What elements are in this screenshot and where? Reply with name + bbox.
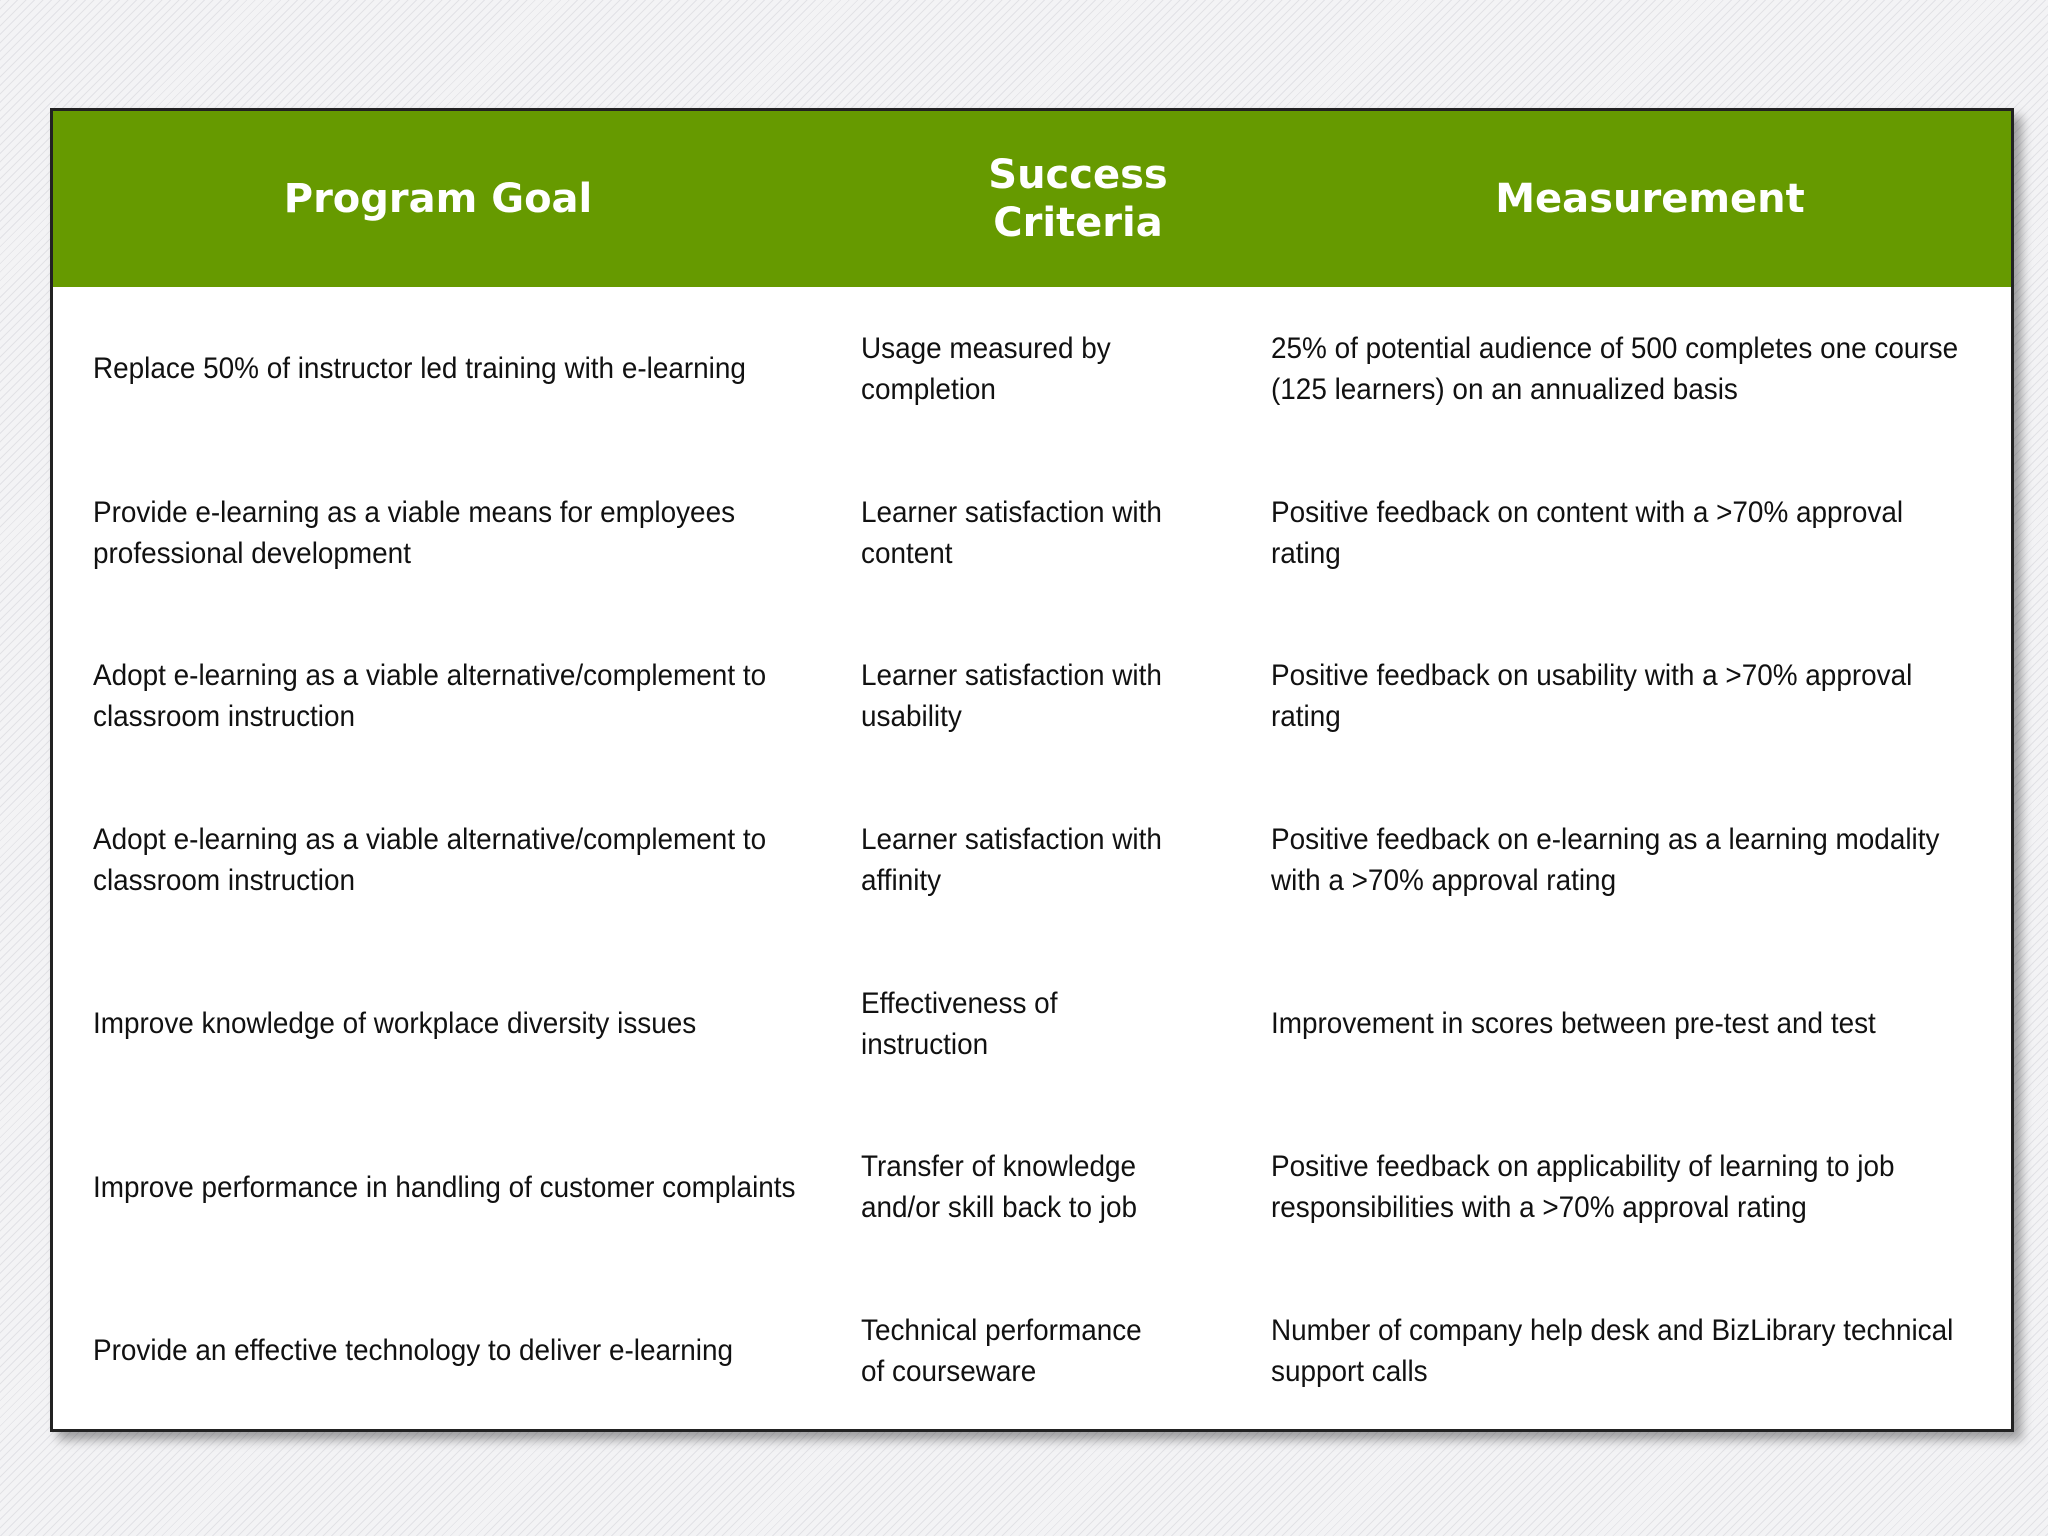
table-row [53, 287, 2011, 451]
goal-cell: Adopt e-learning as a viable alternative/complement to classroom instruction [93, 822, 767, 897]
goal-cell: Provide e-learning as a viable means for employees professional development [93, 495, 736, 570]
goal-cell: Adopt e-learning as a viable alternative/complement to classroom instruction [93, 659, 767, 734]
header-measurement: Measurement [1495, 176, 1805, 222]
table-header [53, 111, 2011, 287]
goal-cell: Improve performance in handling of customer complaints [93, 1170, 796, 1204]
goal-cell: Provide an effective technology to deliver e-learning [93, 1334, 734, 1368]
criteria-cell: Learner satisfaction with usability [861, 659, 1162, 734]
criteria-cell: Learner satisfaction with content [861, 495, 1162, 570]
measurement-cell: Improvement in scores between pre-test and test [1271, 1007, 1876, 1041]
table-row [53, 942, 2011, 1106]
criteria-cell: Usage measured by completion [861, 331, 1111, 406]
header-success-criteria: Success Criteria [988, 152, 1168, 246]
criteria-cell: Effectiveness of instruction [861, 986, 1058, 1061]
goal-cell: Replace 50% of instructor led training with e-learning [93, 352, 746, 386]
table-row [53, 614, 2011, 778]
goals-table [50, 108, 2014, 1432]
criteria-cell: Learner satisfaction with affinity [861, 822, 1162, 897]
header-program-goal: Program Goal [283, 176, 593, 222]
table-row [53, 1105, 2011, 1269]
measurement-cell: Positive feedback on e-learning as a learning modality with a >70% approval rating [1271, 822, 1940, 897]
table-row [53, 1269, 2011, 1432]
goal-cell: Improve knowledge of workplace diversity issues [93, 1007, 697, 1041]
measurement-cell: Positive feedback on content with a >70% approval rating [1271, 495, 1904, 570]
criteria-cell: Technical performance of courseware [861, 1313, 1142, 1388]
criteria-cell: Transfer of knowledge and/or skill back to job [861, 1150, 1138, 1225]
measurement-cell: Positive feedback on applicability of learning to job responsibilities with a >70% approval rating [1271, 1150, 1895, 1225]
measurement-cell: Number of company help desk and BizLibrary technical support calls [1271, 1313, 1954, 1388]
measurement-cell: 25% of potential audience of 500 completes one course (125 learners) on an annualized basis [1271, 331, 1959, 406]
table-row [53, 451, 2011, 615]
table-body [53, 287, 2011, 1432]
table-row [53, 778, 2011, 942]
measurement-cell: Positive feedback on usability with a >70% approval rating [1271, 659, 1913, 734]
